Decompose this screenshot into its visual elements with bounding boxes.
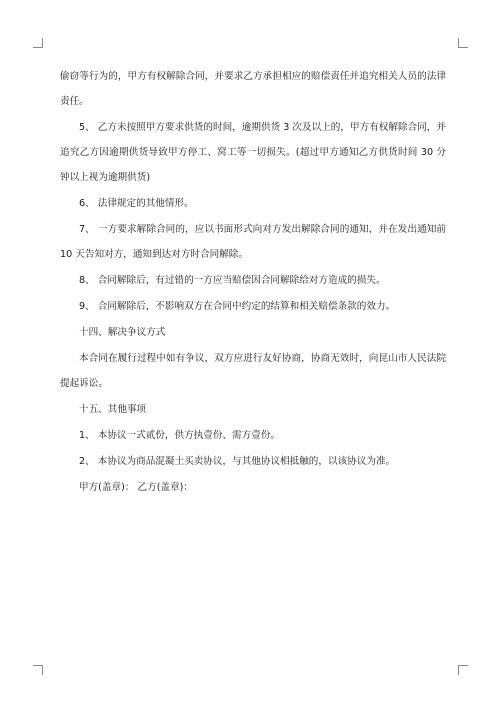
crop-mark-bottom-right	[458, 665, 468, 675]
crop-mark-top-left	[33, 38, 43, 48]
paragraph-clause-9: 9、 合同解除后，不影响双方在合同中约定的结算和相关赔偿条款的效力。	[79, 301, 396, 312]
paragraph-clause-7: 7、 一方要求解除合同的，应以书面形式向对方发出解除合同的通知，并在发出通知前 10 天告知对方，通知到达对方时合同解除。	[60, 224, 446, 260]
paragraph-clause-6: 6、 法律规定的其他情形。	[79, 198, 194, 209]
document-body	[60, 64, 446, 501]
paragraph-clause-8: 8、 合同解除后，有过错的一方应当赔偿因合同解除给对方造成的损失。	[79, 275, 386, 286]
paragraph-other-1: 1、 本协议一式贰份，供方执壹份、需方壹份。	[79, 430, 281, 441]
crop-mark-bottom-left	[33, 665, 43, 675]
section-heading-dispute: 十四、解决争议方式	[79, 327, 166, 338]
paragraph-dispute-resolution: 本合同在履行过程中如有争议，双方应进行友好协商，协商无效时，向昆山市人民法院提起诉讼。	[60, 353, 446, 389]
paragraph-clause-5: 5、 乙方未按照甲方要求供货的时间，逾期供货 3 次及以上的，甲方有权解除合同，并追究乙方因逾期供货导致甲方停工、窝工等一切损失。(超过甲方通知乙方供货时间 30 分钟以上视为逾期供货)	[60, 122, 446, 183]
paragraph-other-2: 2、 本协议为商品混凝土买卖协议，与其他协议相抵触的，以该协议为准。	[79, 456, 396, 467]
paragraph-termination-theft: 偷窃等行为的，甲方有权解除合同，并要求乙方承担相应的赔偿责任并追究相关人员的法律责任。	[60, 71, 446, 107]
section-heading-other-matters: 十五、其他事项	[79, 404, 147, 415]
crop-mark-top-right	[458, 38, 468, 48]
signature-line: 甲方(盖章)： 乙方(盖章)：	[79, 482, 193, 493]
